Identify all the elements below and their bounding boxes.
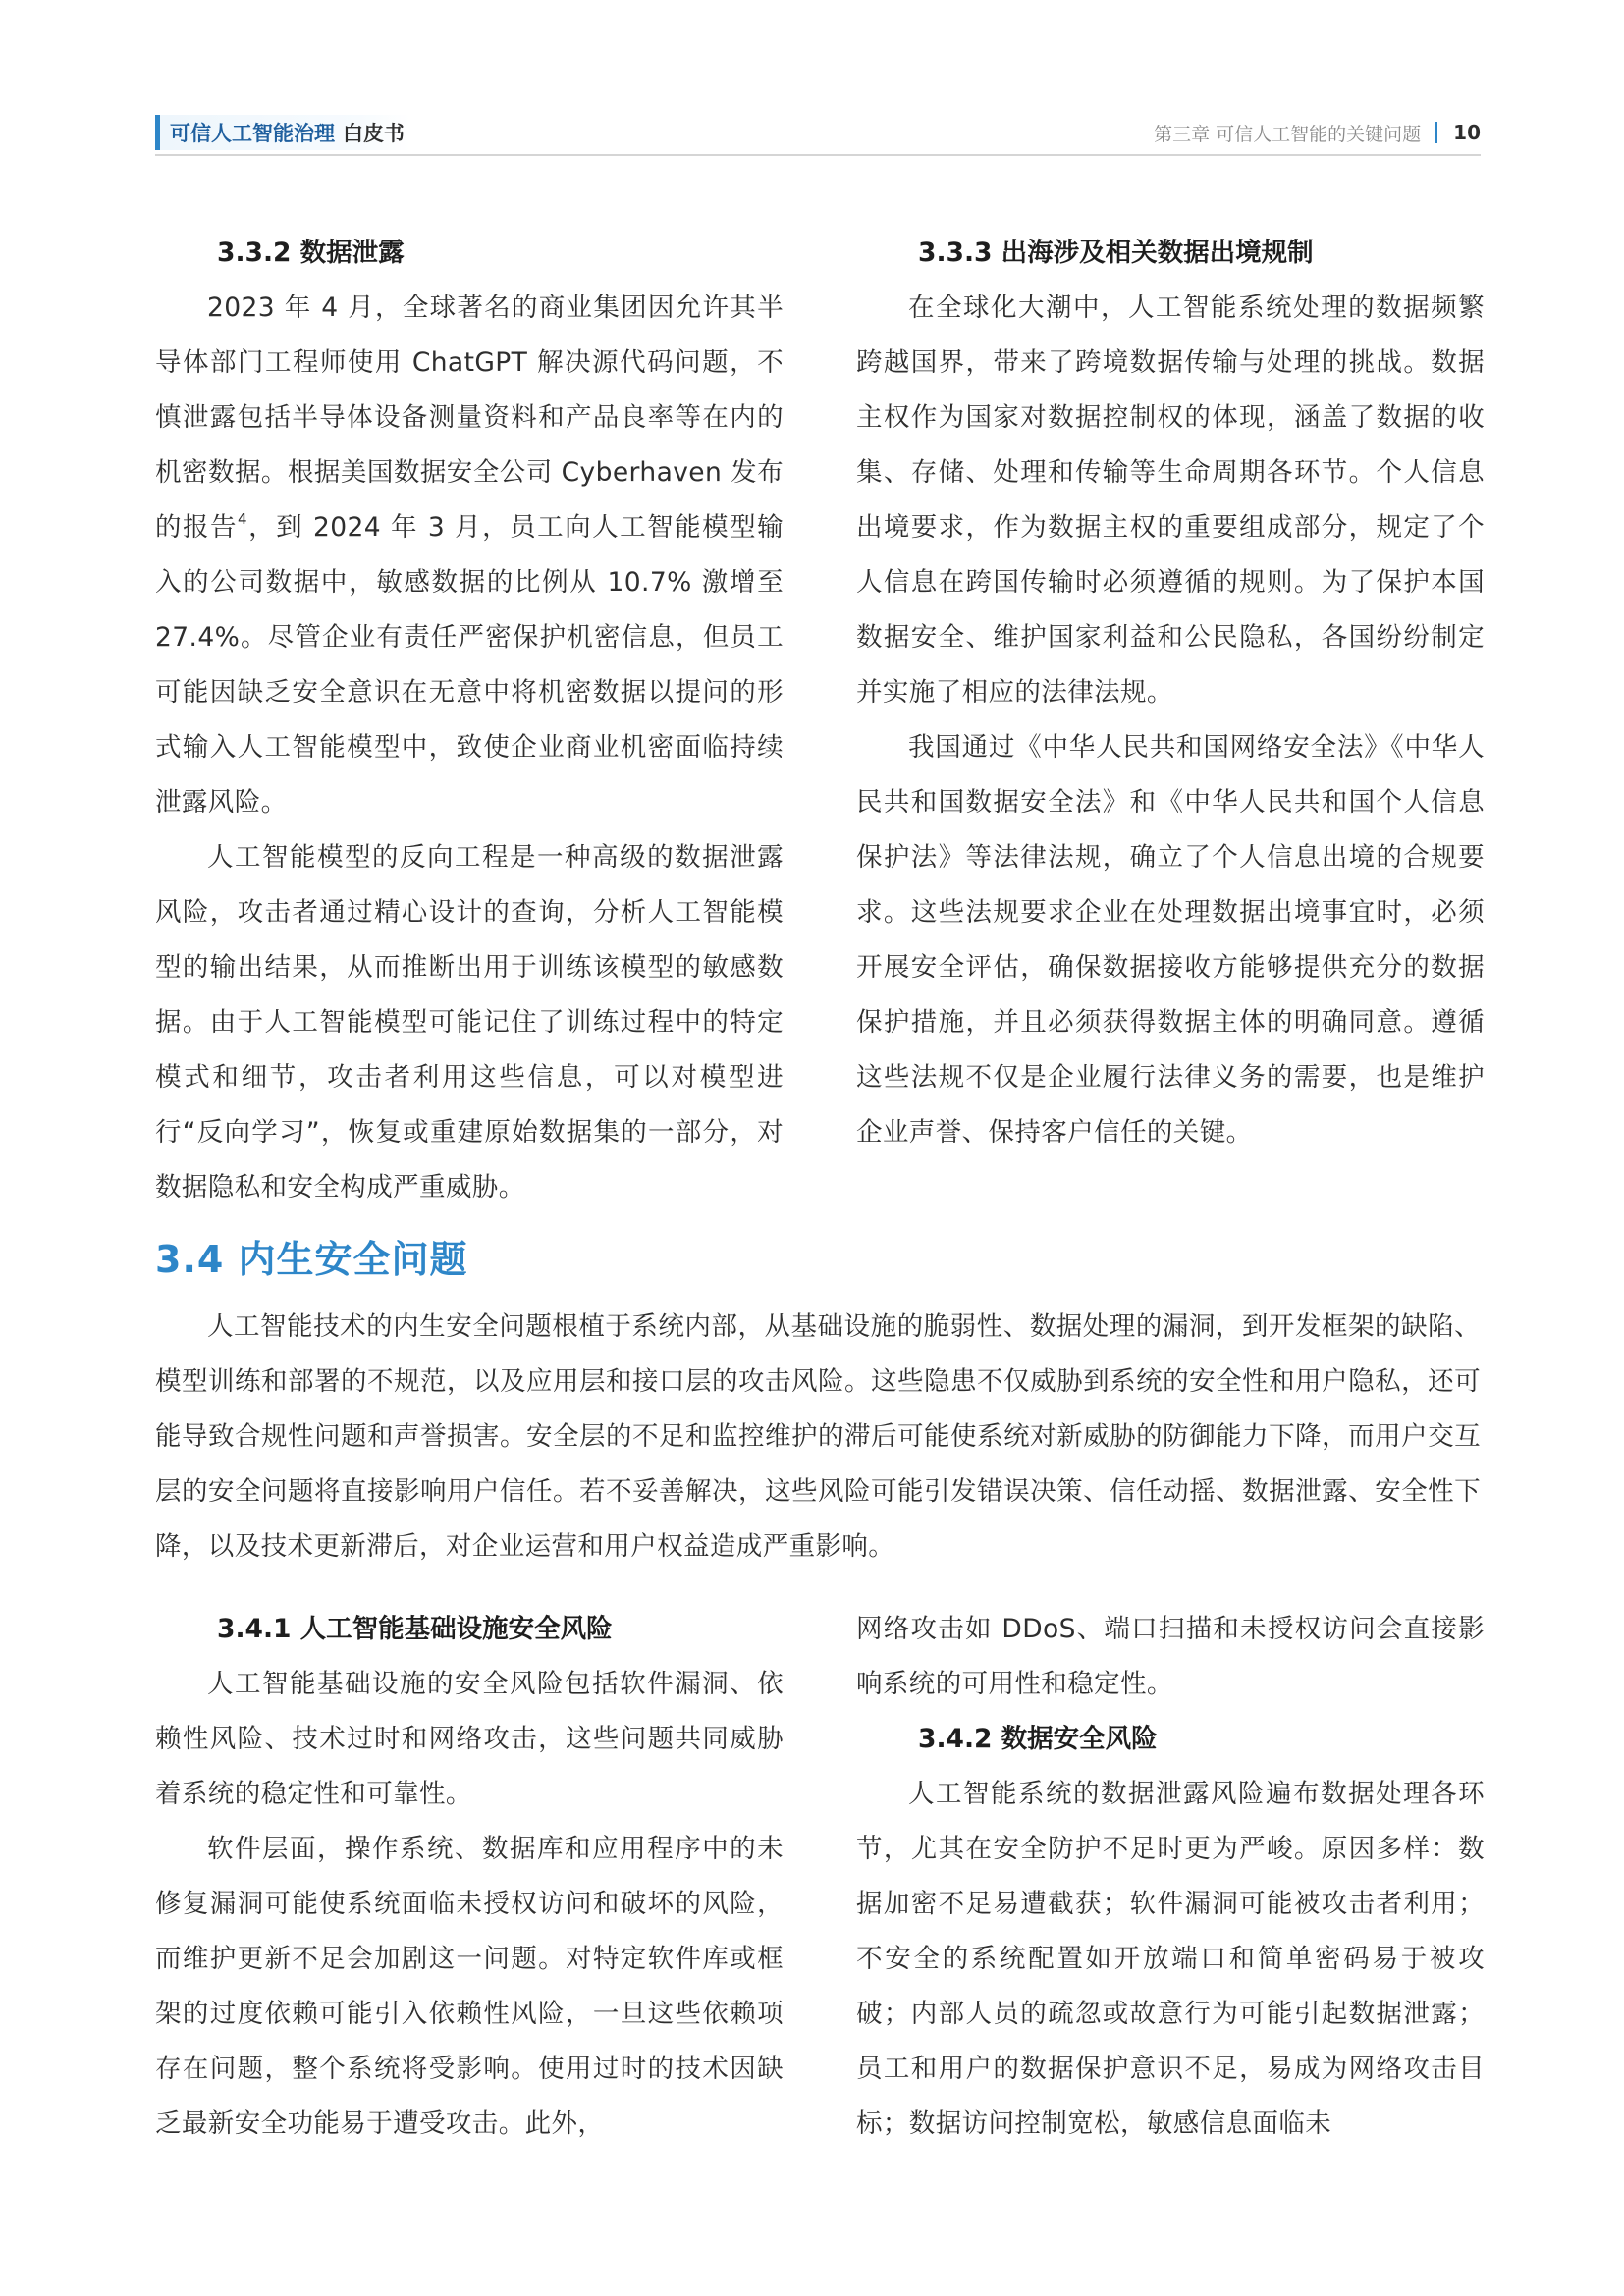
document-title-tab	[155, 115, 410, 150]
section-3-4-2	[856, 1602, 1485, 2152]
header-rule	[155, 154, 1481, 156]
page-header	[155, 115, 1481, 154]
chapter-title: 第三章 可信人工智能的关键问题	[1154, 123, 1422, 145]
paragraph-text: ，到 2024 年 3 月，员工向人工智能模型输入的公司数据中，敏感数据的比例从 10.7% 激增至 27.4%。尽管企业有责任严密保护机密信息，但员工可能因缺乏安全意识在无意中将机密数据以提问的形式输入人工智能模型中，致使企业商业机密面临持续泄露风险。	[155, 512, 784, 818]
paragraph: 我国通过《中华人民共和国网络安全法》《中华人民共和国数据安全法》和《中华人民共和国个人信息保护法》等法律法规，确立了个人信息出境的合规要求。这些法规要求企业在处理数据出境事宜时，必须开展安全评估，确保数据接收方能够提供充分的数据保护措施，并且必须获得数据主体的明确同意。遵循这些法规不仅是企业履行法律义务的需要，也是维护企业声誉、保持客户信任的关键。	[856, 732, 1485, 1148]
paragraph: 人工智能系统的数据泄露风险遍布数据处理各环节，尤其在安全防护不足时更为严峻。原因多样：数据加密不足易遭截获；软件漏洞可能被攻击者利用；不安全的系统配置如开放端口和简单密码易于被攻破；内部人员的疏忽或故意行为可能引起数据泄露；员工和用户的数据保护意识不足，易成为网络攻击目标；数据访问控制宽松，敏感信息面临未	[856, 1779, 1485, 2139]
section-3-3-3	[856, 226, 1485, 1160]
section-3-4-intro	[155, 1300, 1481, 1575]
paragraph: 在全球化大潮中，人工智能系统处理的数据频繁跨越国界，带来了跨境数据传输与处理的挑战。数据主权作为国家对数据控制权的体现，涵盖了数据的收集、存储、处理和传输等生命周期各环节。个人信息出境要求，作为数据主权的重要组成部分，规定了个人信息在跨国传输时必须遵循的规则。为了保护本国数据安全、维护国家利益和公民隐私，各国纷纷制定并实施了相应的法律法规。	[856, 293, 1485, 708]
paragraph: 软件层面，操作系统、数据库和应用程序中的未修复漏洞可能使系统面临未授权访问和破坏的风险，而维护更新不足会加剧这一问题。对特定软件库或框架的过度依赖可能引入依赖性风险，一旦这些依赖项存在问题，整个系统将受影响。使用过时的技术因缺乏最新安全功能易于遭受攻击。此外，	[155, 1834, 784, 2139]
section-3-4-1	[155, 1602, 784, 2152]
section-heading: 3.4.2 数据安全风险	[918, 1724, 1158, 1754]
section-3-3-2	[155, 226, 784, 1215]
section-title: 3.4 内生安全问题	[155, 1238, 468, 1281]
paragraph: 人工智能技术的内生安全问题根植于系统内部，从基础设施的脆弱性、数据处理的漏洞，到开发框架的缺陷、模型训练和部署的不规范，以及应用层和接口层的攻击风险。这些隐患不仅威胁到系统的安全性和用户隐私，还可能导致合规性问题和声誉损害。安全层的不足和监控维护的滞后可能使系统对新威胁的防御能力下降，而用户交互层的安全问题将直接影响用户信任。若不妥善解决，这些风险可能引发错误决策、信任动摇、数据泄露、安全性下降，以及技术更新滞后，对企业运营和用户权益造成严重影响。	[155, 1311, 1481, 1562]
chapter-info	[1154, 115, 1481, 150]
paragraph	[155, 281, 784, 830]
section-heading: 3.4.1 人工智能基础设施安全风险	[217, 1614, 613, 1644]
paragraph-text: 2023 年 4 月，全球著名的商业集团因允许其半导体部门工程师使用 ChatGPT 解决源代码问题，不慎泄露包括半导体设备测量资料和产品良率等在内的机密数据。根据美国数据安全公司 Cyberhaven 发布的报告	[155, 293, 784, 543]
document-title-suffix: 白皮书	[343, 122, 405, 145]
section-heading: 3.3.3 出海涉及相关数据出境规制	[918, 238, 1314, 268]
footnote-ref[interactable]: 4	[238, 510, 247, 528]
document-title: 可信人工智能治理	[170, 122, 335, 145]
paragraph: 人工智能基础设施的安全风险包括软件漏洞、依赖性风险、技术过时和网络攻击，这些问题共同威胁着系统的稳定性和可靠性。	[155, 1669, 784, 1809]
paragraph-continuation: 网络攻击如 DDoS、端口扫描和未授权访问会直接影响系统的可用性和稳定性。	[856, 1614, 1485, 1699]
paragraph: 人工智能模型的反向工程是一种高级的数据泄露风险，攻击者通过精心设计的查询，分析人工智能模型的输出结果，从而推断出用于训练该模型的敏感数据。由于人工智能模型可能记住了训练过程中的特定模式和细节，攻击者利用这些信息，可以对模型进行“反向学习”，恢复或重建原始数据集的一部分，对数据隐私和安全构成严重威胁。	[155, 842, 784, 1202]
page-number: 10	[1453, 121, 1481, 144]
section-heading: 3.3.2 数据泄露	[217, 238, 405, 268]
header-divider	[1435, 122, 1437, 143]
